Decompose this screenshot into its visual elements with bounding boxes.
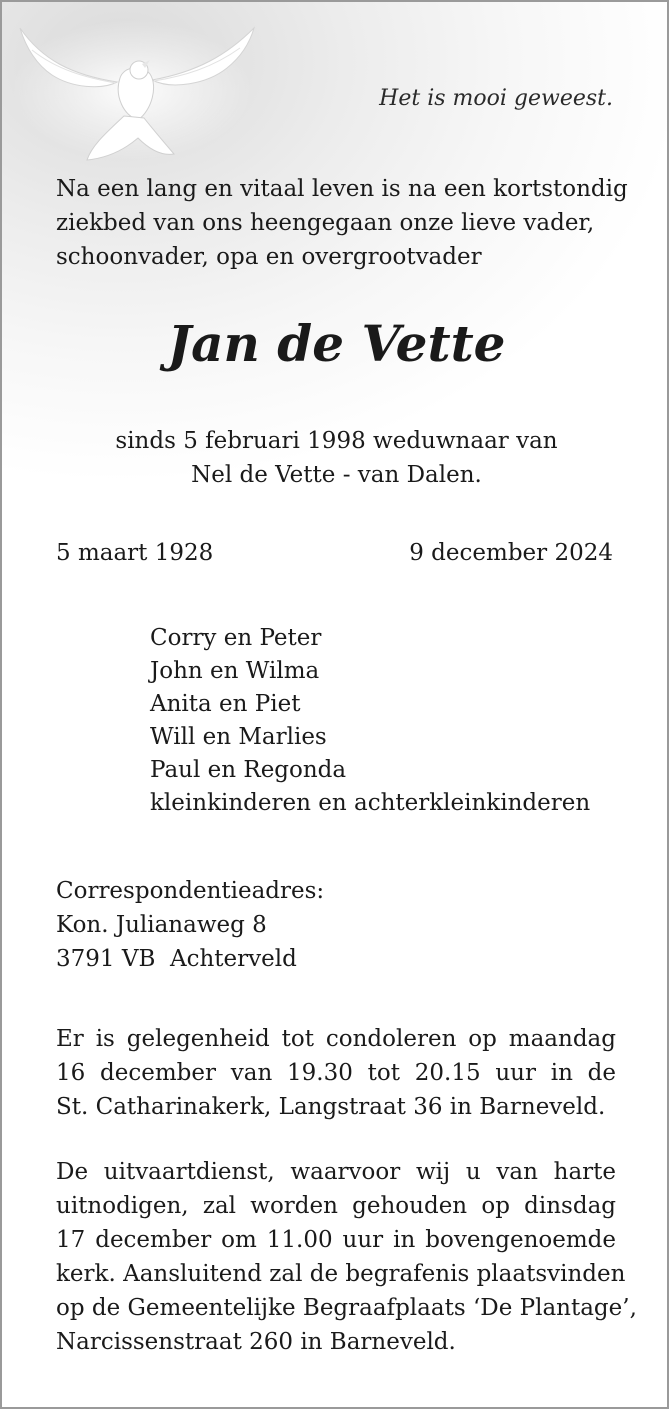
family-member: Corry en Peter	[150, 625, 322, 651]
dove-icon	[12, 20, 262, 170]
condolence-line: 16 december van 19.30 tot 20.15 uur in de	[56, 1060, 616, 1086]
service-line: De uitvaartdienst, waarvoor wij u van harte	[56, 1159, 616, 1185]
death-date: 9 december 2024	[409, 540, 613, 566]
correspondence-address	[56, 874, 324, 976]
intro-text	[56, 172, 626, 274]
service-line: op de Gemeentelijke Begraafplaats ‘De Plantage’,	[56, 1295, 637, 1321]
service-line: Narcissenstraat 260 in Barneveld.	[56, 1329, 456, 1355]
service-paragraph	[56, 1155, 637, 1359]
intro-line: schoonvader, opa en overgrootvader	[56, 244, 482, 270]
condolence-paragraph	[56, 1022, 616, 1124]
family-list	[150, 622, 590, 820]
deceased-name: Jan de Vette	[167, 314, 506, 373]
service-line: uitnodigen, zal worden gehouden op dinsdag	[56, 1193, 616, 1219]
family-member: kleinkinderen en achterkleinkinderen	[150, 790, 591, 816]
intro-line: ziekbed van ons heengegaan onze lieve vader,	[56, 210, 595, 236]
service-line: kerk. Aansluitend zal de begrafenis plaatsvinden	[56, 1261, 626, 1287]
widower-line: Nel de Vette - van Dalen.	[191, 462, 482, 488]
widower-text	[2, 424, 669, 492]
birth-date: 5 maart 1928	[56, 540, 214, 566]
address-label: Correspondentieadres:	[56, 878, 325, 904]
condolence-line: St. Catharinakerk, Langstraat 36 in Barneveld.	[56, 1094, 606, 1120]
service-line: 17 december om 11.00 uur in bovengenoemde	[56, 1227, 616, 1253]
address-street: Kon. Julianaweg 8	[56, 912, 267, 938]
widower-line: sinds 5 februari 1998 weduwnaar van	[115, 428, 558, 454]
family-member: Anita en Piet	[150, 691, 301, 717]
condolence-line: Er is gelegenheid tot condoleren op maandag	[56, 1026, 616, 1052]
family-member: John en Wilma	[150, 658, 320, 684]
family-member: Paul en Regonda	[150, 757, 347, 783]
family-member: Will en Marlies	[150, 724, 327, 750]
intro-line: Na een lang en vitaal leven is na een kortstondig	[56, 176, 628, 202]
motto: Het is mooi geweest.	[379, 86, 613, 111]
address-city: 3791 VB Achterveld	[56, 946, 297, 972]
